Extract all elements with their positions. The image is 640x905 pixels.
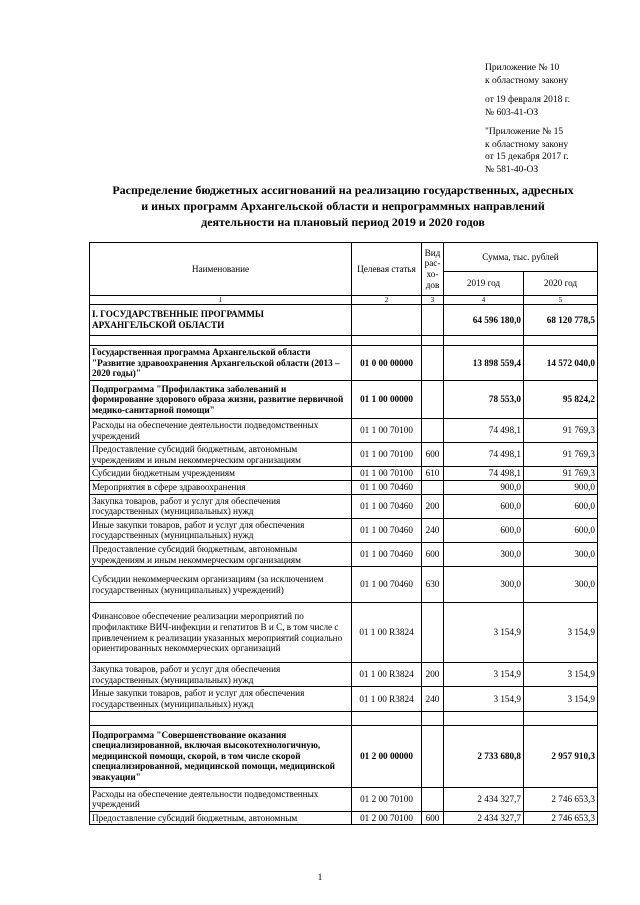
table-row: [90, 567, 598, 603]
header-sum: Сумма, тыс. рублей: [444, 243, 598, 272]
row-kind: [422, 711, 444, 725]
row-kind: 610: [422, 467, 444, 481]
appendix-line: № 603-41-ОЗ: [485, 107, 539, 118]
row-kind: 240: [422, 687, 444, 711]
row-kind: [422, 787, 444, 811]
column-number: 1: [90, 296, 352, 305]
row-name: I. ГОСУДАРСТВЕННЫЕ ПРОГРАММЫ АРХАНГЕЛЬСКОЙ ОБЛАСТИ: [90, 305, 352, 336]
title-line: деятельности на плановый период 2019 и 2020 годов: [201, 215, 485, 229]
row-value-2020: 68 120 778,5: [524, 305, 598, 336]
row-value-2020: 14 572 040,0: [524, 346, 598, 381]
header-name: Наименование: [90, 243, 352, 296]
row-value-2019: 3 154,9: [444, 687, 524, 711]
column-number: 4: [444, 296, 524, 305]
table-row: [90, 787, 598, 811]
row-value-2019: 74 498,1: [444, 419, 524, 443]
row-code: [352, 336, 422, 346]
row-value-2020: 600,0: [524, 518, 598, 542]
title-line: Распределение бюджетных ассигнований на реализацию государственных, адресных: [112, 183, 574, 197]
appendix-line: Приложение № 10: [485, 63, 560, 73]
row-value-2020: 3 154,9: [524, 663, 598, 687]
row-code: 01 1 00 70100: [352, 443, 422, 467]
table-row: [90, 518, 598, 542]
row-code: 01 2 00 70100: [352, 787, 422, 811]
row-value-2020: 2 746 653,3: [524, 811, 598, 825]
row-kind: 240: [422, 518, 444, 542]
table-row: [90, 711, 598, 725]
row-value-2020: 91 769,3: [524, 419, 598, 443]
header-code: Целевая статья: [352, 243, 422, 296]
row-value-2020: 91 769,3: [524, 467, 598, 481]
appendix-line: от 15 декабря 2017 г.: [485, 152, 569, 162]
table-row: [90, 467, 598, 481]
row-kind: 600: [422, 542, 444, 566]
row-name: Субсидии бюджетным учреждениям: [90, 467, 352, 481]
appendix-line: к областному закону: [485, 139, 569, 150]
row-value-2019: 78 553,0: [444, 381, 524, 419]
table-row: [90, 603, 598, 663]
row-value-2020: 95 824,2: [524, 381, 598, 419]
row-code: 01 1 00 70100: [352, 467, 422, 481]
document-title: [88, 182, 598, 230]
row-code: 01 1 00 70100: [352, 419, 422, 443]
table-row: [90, 725, 598, 787]
row-value-2019: 3 154,9: [444, 603, 524, 663]
row-value-2019: [444, 336, 524, 346]
row-name: [90, 711, 352, 725]
row-kind: [422, 346, 444, 381]
header-2019: 2019 год: [444, 272, 524, 296]
row-name: Подпрограмма "Профилактика заболеваний и формирование здорового образа жизни, развитие первичной медико-санитарной помощи": [90, 381, 352, 419]
table-row: [90, 346, 598, 381]
row-value-2020: 300,0: [524, 567, 598, 603]
row-code: 01 1 00 70460: [352, 567, 422, 603]
row-value-2020: 91 769,3: [524, 443, 598, 467]
table-row: [90, 663, 598, 687]
row-value-2019: 300,0: [444, 542, 524, 566]
page-number: 1: [317, 873, 323, 883]
row-value-2019: 2 434 327,7: [444, 787, 524, 811]
row-value-2020: 2 957 910,3: [524, 725, 598, 787]
row-kind: [422, 336, 444, 346]
row-code: 01 1 00 00000: [352, 381, 422, 419]
row-value-2020: 3 154,9: [524, 603, 598, 663]
row-name: Закупка товаров, работ и услуг для обеспечения государственных (муниципальных) нужд: [90, 494, 352, 518]
row-value-2020: 2 746 653,3: [524, 787, 598, 811]
row-kind: 630: [422, 567, 444, 603]
header-kind: Вид рас-хо-дов: [422, 243, 444, 296]
column-number: 2: [352, 296, 422, 305]
appendix-block-1: [485, 62, 635, 87]
row-kind: [422, 381, 444, 419]
row-value-2020: [524, 711, 598, 725]
row-code: 01 1 00 R3824: [352, 687, 422, 711]
appendix-line: № 581-40-ОЗ: [485, 164, 539, 175]
table-row: [90, 811, 598, 825]
row-value-2019: 74 498,1: [444, 467, 524, 481]
row-name: Мероприятия в сфере здравоохранения: [90, 480, 352, 494]
table-row: [90, 480, 598, 494]
appendix-line: от 19 февраля 2018 г.: [485, 95, 570, 105]
row-kind: [422, 305, 444, 336]
appendix-line: "Приложение № 15: [485, 127, 564, 137]
table-body: [90, 305, 598, 825]
appendix-line: к областному закону: [485, 75, 569, 86]
table-row: [90, 494, 598, 518]
row-kind: 600: [422, 443, 444, 467]
table-header: [90, 243, 598, 305]
row-name: Расходы на обеспечение деятельности подведомственных учреждений: [90, 419, 352, 443]
row-name: Иные закупки товаров, работ и услуг для обеспечения государственных (муниципальных) нужд: [90, 518, 352, 542]
row-code: 01 2 00 00000: [352, 725, 422, 787]
row-name: Финансовое обеспечение реализации мероприятий по профилактике ВИЧ-инфекции и гепатитов B и C, в том числе с привлечением к реализации указанных мероприятий социально ориентированных некоммерческих организаций: [90, 603, 352, 663]
column-number: 3: [422, 296, 444, 305]
row-value-2019: [444, 711, 524, 725]
row-code: 01 1 00 R3824: [352, 663, 422, 687]
row-value-2020: 3 154,9: [524, 687, 598, 711]
row-code: 01 1 00 70460: [352, 518, 422, 542]
row-name: Государственная программа Архангельской области "Развитие здравоохранения Архангельской области (2013 – 2020 годы)": [90, 346, 352, 381]
row-name: Иные закупки товаров, работ и услуг для обеспечения государственных (муниципальных) нужд: [90, 687, 352, 711]
table-row: [90, 381, 598, 419]
row-value-2019: 600,0: [444, 518, 524, 542]
row-name: Подпрограмма "Совершенствование оказания специализированной, включая высокотехнологичную, медицинской помощи, скорой, в том числе скорой специализированной, медицинской помощи, медицинской эвакуации": [90, 725, 352, 787]
header-2020: 2020 год: [524, 272, 598, 296]
table-row: [90, 687, 598, 711]
row-code: [352, 305, 422, 336]
row-code: 01 1 00 70460: [352, 480, 422, 494]
column-number: 5: [524, 296, 598, 305]
row-kind: [422, 480, 444, 494]
row-value-2019: 900,0: [444, 480, 524, 494]
row-value-2020: 300,0: [524, 542, 598, 566]
row-code: 01 1 00 70460: [352, 542, 422, 566]
table-row: [90, 305, 598, 336]
row-kind: [422, 603, 444, 663]
row-value-2019: 13 898 559,4: [444, 346, 524, 381]
row-value-2019: 74 498,1: [444, 443, 524, 467]
row-value-2019: 300,0: [444, 567, 524, 603]
table-row: [90, 419, 598, 443]
row-kind: 200: [422, 663, 444, 687]
row-kind: 200: [422, 494, 444, 518]
appendix-block-2: [485, 94, 635, 119]
row-value-2020: 900,0: [524, 480, 598, 494]
row-kind: 600: [422, 811, 444, 825]
row-name: [90, 336, 352, 346]
row-name: Субсидии некоммерческим организациям (за исключением государственных (муниципальных) учреждений): [90, 567, 352, 603]
row-code: [352, 711, 422, 725]
row-value-2019: 64 596 180,0: [444, 305, 524, 336]
row-value-2019: 2 434 327,7: [444, 811, 524, 825]
title-line: и иных программ Архангельской области и непрограммных направлений: [141, 199, 545, 213]
appendix-block-3: [485, 126, 635, 176]
row-name: Предоставление субсидий бюджетным, автономным учреждениям и иным некоммерческим организациям: [90, 443, 352, 467]
row-kind: [422, 725, 444, 787]
table-row: [90, 542, 598, 566]
row-value-2020: [524, 336, 598, 346]
appendix-note: [485, 62, 635, 183]
budget-table: [89, 242, 598, 825]
table-row: [90, 443, 598, 467]
row-kind: [422, 419, 444, 443]
row-code: 01 1 00 R3824: [352, 603, 422, 663]
row-value-2019: 2 733 680,8: [444, 725, 524, 787]
row-value-2019: 600,0: [444, 494, 524, 518]
row-name: Закупка товаров, работ и услуг для обеспечения государственных (муниципальных) нужд: [90, 663, 352, 687]
row-value-2019: 3 154,9: [444, 663, 524, 687]
row-code: 01 2 00 70100: [352, 811, 422, 825]
row-name: Расходы на обеспечение деятельности подведомственных учреждений: [90, 787, 352, 811]
row-name: Предоставление субсидий бюджетным, автономным: [90, 811, 352, 825]
row-code: 01 1 00 70460: [352, 494, 422, 518]
row-name: Предоставление субсидий бюджетным, автономным учреждениям и иным некоммерческим организациям: [90, 542, 352, 566]
column-number-row: [90, 296, 598, 305]
table-row: [90, 336, 598, 346]
row-value-2020: 600,0: [524, 494, 598, 518]
row-code: 01 0 00 00000: [352, 346, 422, 381]
